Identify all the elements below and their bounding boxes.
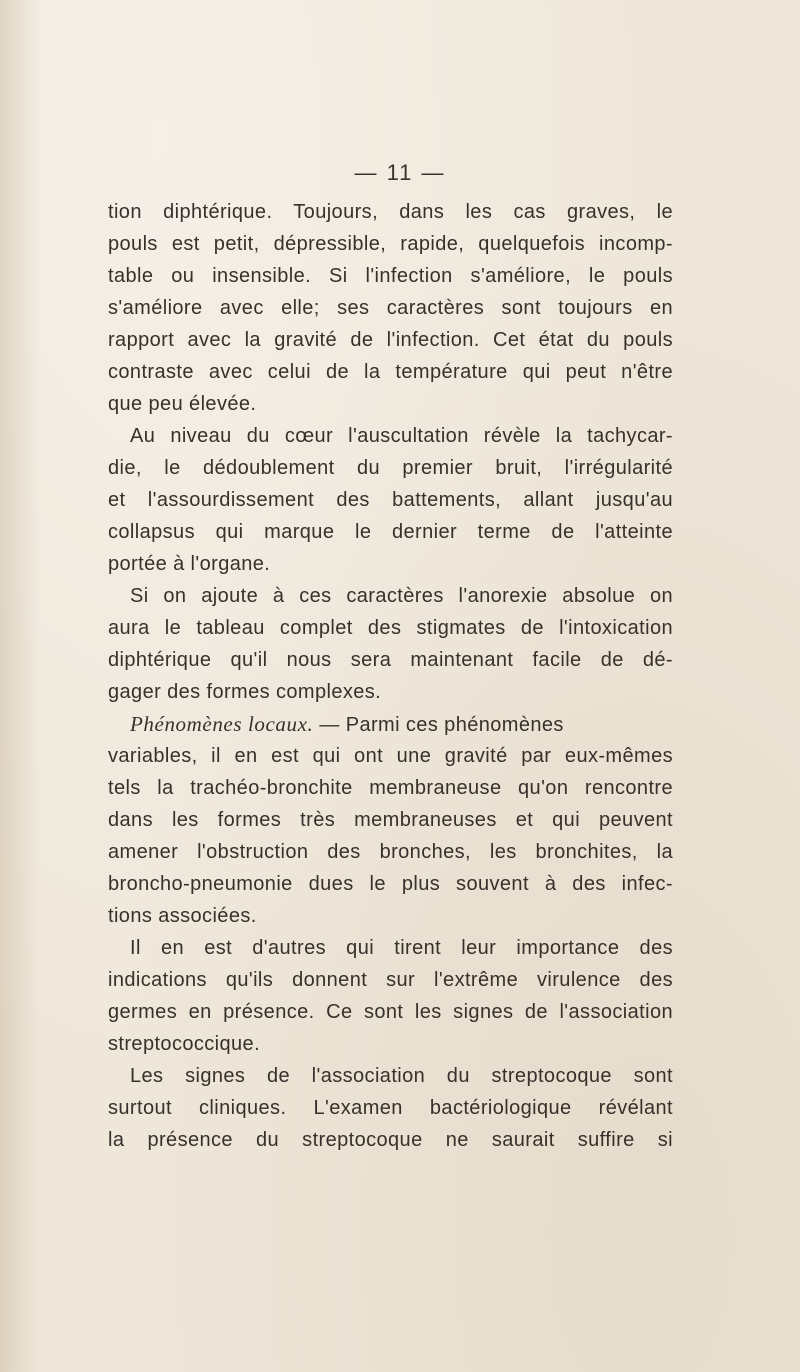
text-line: que peu élevée. [108, 393, 257, 415]
text-line: tions associées. [108, 905, 257, 927]
text-line: diphtérique qu'il nous sera maintenant facile de dé- [108, 649, 673, 671]
text-line: Au niveau du cœur l'auscultation révèle la tachycar- [130, 425, 673, 447]
text-line-section-heading [108, 708, 673, 740]
text-line: Il en est d'autres qui tirent leur importance des [130, 937, 673, 959]
text-line: variables, il en est qui ont une gravité par eux-mêmes [108, 745, 673, 767]
section-heading-continuation: — Parmi ces phénomènes [313, 714, 564, 736]
text-line: Les signes de l'association du streptocoque sont [130, 1065, 673, 1087]
text-line: indications qu'ils donnent sur l'extrême virulence des [108, 969, 673, 991]
text-line: portée à l'organe. [108, 553, 271, 575]
text-line: surtout cliniques. L'examen bactériologique révélant [108, 1097, 673, 1119]
text-line: broncho-pneumonie dues le plus souvent à des infec- [108, 873, 673, 895]
text-line: s'améliore avec elle; ses caractères sont toujours en [108, 297, 673, 319]
text-line: aura le tableau complet des stigmates de l'intoxication [108, 617, 673, 639]
text-line: streptococcique. [108, 1033, 261, 1055]
text-line: contraste avec celui de la température qui peut n'être [108, 361, 673, 383]
text-line: gager des formes complexes. [108, 681, 382, 703]
text-line: collapsus qui marque le dernier terme de l'atteinte [108, 521, 673, 543]
text-line: germes en présence. Ce sont les signes de l'association [108, 1001, 673, 1023]
text-line: dans les formes très membraneuses et qui peuvent [108, 809, 673, 831]
body-text [108, 196, 673, 1156]
text-line: tels la trachéo-bronchite membraneuse qu'on rencontre [108, 777, 673, 799]
text-line: tion diphtérique. Toujours, dans les cas graves, le [108, 201, 673, 223]
text-line: amener l'obstruction des bronches, les bronchites, la [108, 841, 673, 863]
text-line: pouls est petit, dépressible, rapide, quelquefois incomp- [108, 233, 673, 255]
text-line: Si on ajoute à ces caractères l'anorexie absolue on [130, 585, 673, 607]
text-line: die, le dédoublement du premier bruit, l'irrégularité [108, 457, 673, 479]
text-line: et l'assourdissement des battements, allant jusqu'au [108, 489, 673, 511]
page-edge-shadow [0, 0, 40, 1372]
text-line: la présence du streptocoque ne saurait suffire si [108, 1129, 673, 1151]
page-number: — 11 — [354, 160, 446, 185]
section-heading-italic: Phénomènes locaux. [130, 712, 314, 736]
text-line: table ou insensible. Si l'infection s'améliore, le pouls [108, 265, 673, 287]
text-line: rapport avec la gravité de l'infection. Cet état du pouls [108, 329, 673, 351]
